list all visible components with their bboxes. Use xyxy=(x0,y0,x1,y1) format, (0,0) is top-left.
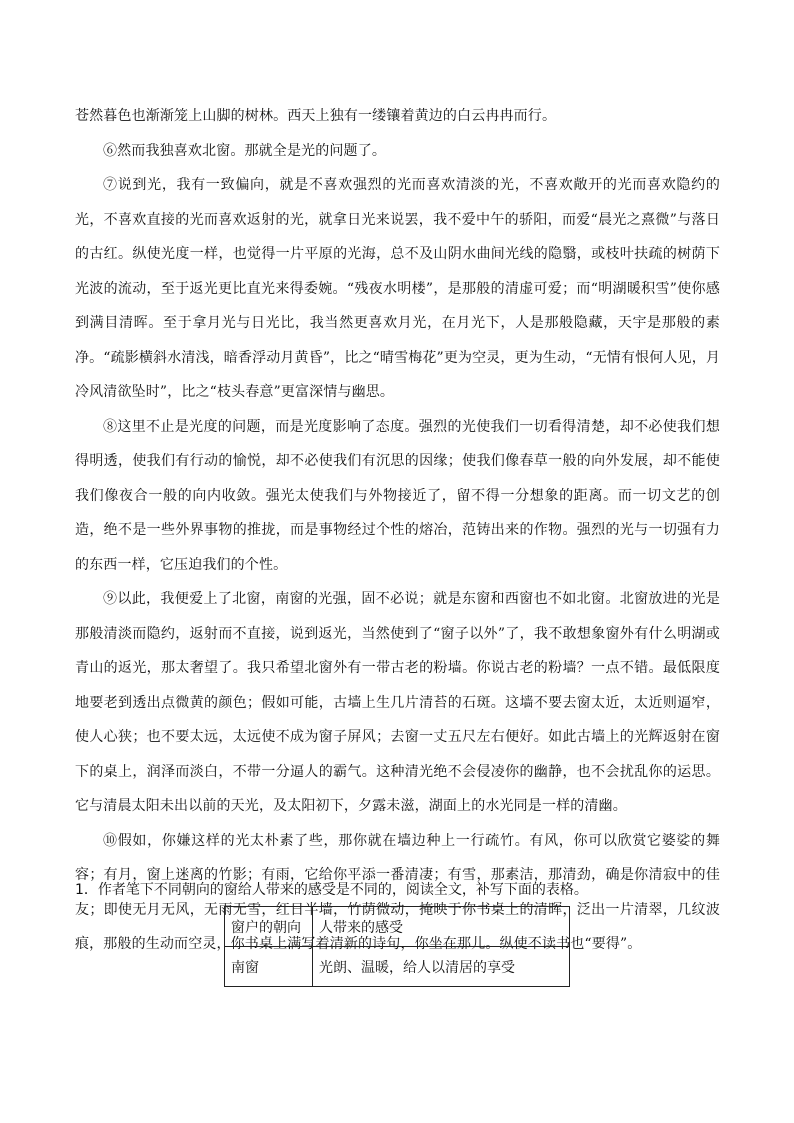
paragraph-9: ⑨以此，我便爱上了北窗，南窗的光强，固不必说；就是东窗和西窗也不如北窗。北窗放进的光是那般清淡而隐约，返射而不直接，说到返光，当然使到了“窗子以外”了，我不敢想象窗外有什么明湖或青山的返光，那太奢望了。我只希望北窗外有一带古老的粉墙。你说古老的粉墙？一点不错。最低限度地要老到透出点微黄的颜色；假如可能，古墙上生几片清苔的石斑。这墙不要去窗太近，太近则逼窄，使人心狭；也不要太远，太远使不成为窗子屏风；去窗一丈五尺左右便好。如此古墙上的光辉返射在窗下的桌上，润泽而淡白，不带一分逼人的霸气。这种清光绝不会侵凌你的幽静，也不会扰乱你的运思。它与清晨太阳未出以前的天光，及太阳初下，夕露未滋，湖面上的水光同是一样的清幽。 xyxy=(75,591,720,814)
paragraph-7: ⑦说到光，我有一致偏向，就是不喜欢强烈的光而喜欢清淡的光，不喜欢敞开的光而喜欢隐约的光，不喜欢直接的光而喜欢返射的光，就拿日光来说罢，我不爱中午的骄阳，而爱“晨光之熹微”与落日的古红。纵使光度一样，也觉得一片平原的光海，总不及山阴水曲间光线的隐翳，或枝叶扶疏的树荫下光波的流动，至于返光更比直光来得委婉。“残夜水明楼”，是那般的清虚可爱；而“明湖暖积雪”使你感到满目清晖。至于拿月光与日光比，我当然更喜欢月光，在月光下，人是那般隐藏，天宇是那般的素净。“疏影横斜水清浅，暗香浮动月黄昏”，比之“晴雪梅花”更为空灵，更为生动，“无情有恨何人见，月冷风清欲坠时”，比之“枝头春意”更富深情与幽思。 xyxy=(75,177,720,400)
question-1 xyxy=(75,879,735,901)
table-cell: 南窗 xyxy=(225,947,313,987)
paragraph-10: ⑩假如，你嫌这样的光太朴素了些，那你就在墙边种上一行疏竹。有风，你可以欣赏它婆娑的舞容；有月，窗上迷离的竹影；有雨，它给你平添一番清凄；有雪，那素洁，那清劲，确是你清寂中的佳友；即使无月无风，无雨无雪，红日半墙，竹荫微动，掩映于你书桌上的清晖，泛出一片清翠，几纹波痕，那般的生动而空灵，你书桌上满写着清新的诗句，你坐在那儿。纵使不读书也“要得”。 xyxy=(75,832,720,952)
paragraph-8: ⑧这里不止是光度的问题，而是光度影响了态度。强烈的光使我们一切看得清楚，却不必使我们想得明透，使我们有行动的愉悦，却不必使我们有沉思的因缘；使我们像春草一般的向外发展，却不能使我们像夜合一般的向内收敛。强光太使我们与外物接近了，留不得一分想象的距离。而一切文艺的创造，绝不是一些外界事物的推拢，而是事物经过个性的熔冶，范铸出来的作物。强烈的光与一切强有力的东西一样，它压迫我们的个性。 xyxy=(75,418,720,573)
question-number: 1． xyxy=(75,882,98,898)
article-body xyxy=(75,99,720,962)
table-header-cell: 人带来的感受 xyxy=(313,907,570,947)
table-header-row xyxy=(225,907,570,947)
table-header-cell: 窗户的朝向 xyxy=(225,907,313,947)
paragraph-6: ⑥然而我独喜欢北窗。那就全是光的问题了。 xyxy=(103,142,386,159)
table-cell: 光朗、温暖，给人以清居的享受 xyxy=(313,947,570,987)
table-row xyxy=(225,947,570,987)
paragraph-continuation: 苍然暮色也渐渐笼上山脚的树林。西天上独有一缕镶着黄边的白云冉冉而行。 xyxy=(75,108,557,124)
answer-table xyxy=(224,906,570,987)
question-text: 作者笔下不同朝向的窗给人带来的感受是不同的，阅读全文，补写下面的表格。 xyxy=(97,882,588,898)
